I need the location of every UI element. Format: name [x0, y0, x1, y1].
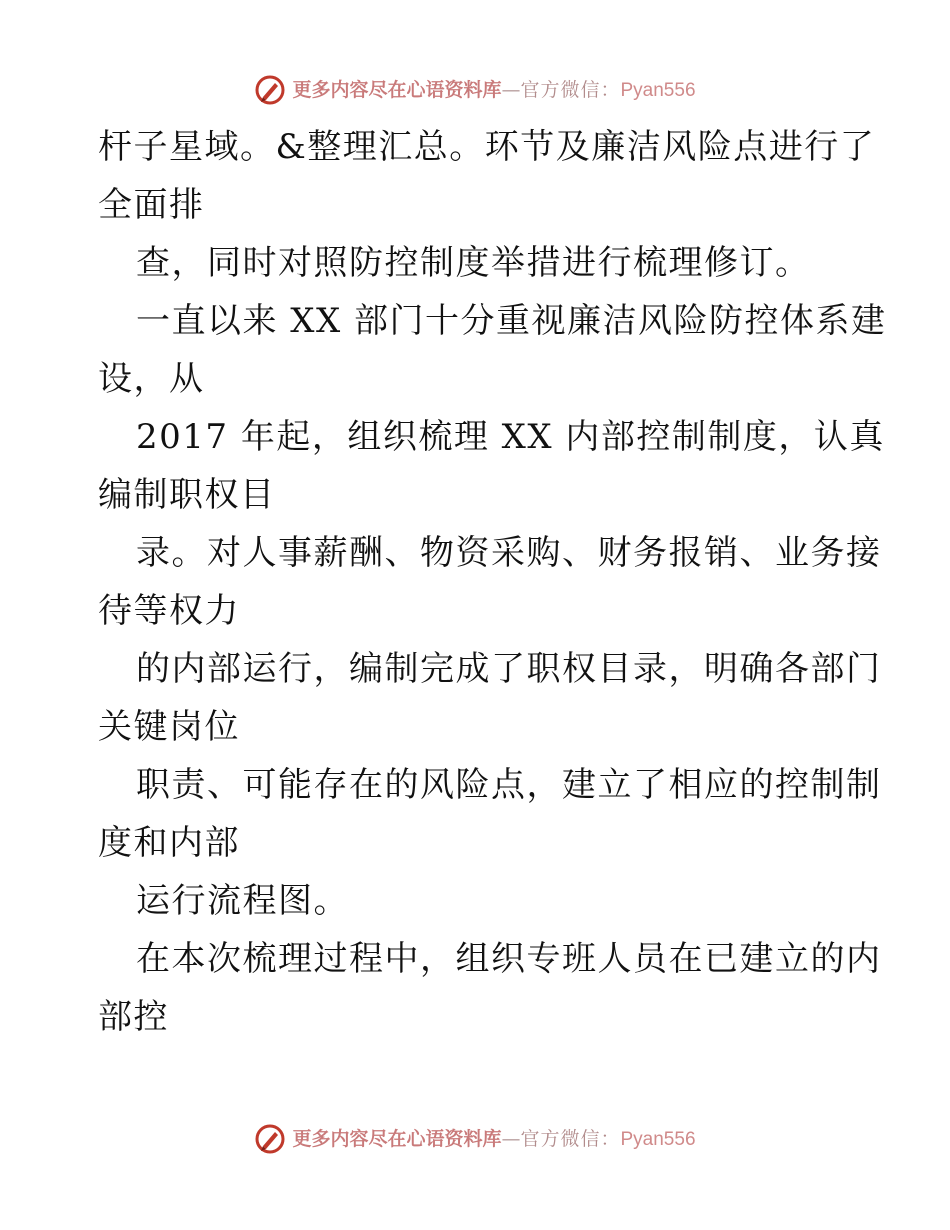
paragraph-line: 部控 [98, 997, 169, 1037]
paragraph-line: 待等权力 [98, 591, 240, 631]
paragraph-line: 运行流程图。 [136, 881, 349, 921]
watermark-label: 官方微信： [520, 78, 621, 101]
watermark-wechat-id: Pyan556 [620, 1128, 696, 1150]
document-body [98, 118, 887, 1046]
paragraph-line: 度和内部 [98, 823, 240, 863]
paragraph-line: 查，同时对照防控制度举措进行梳理修订。 [136, 243, 811, 283]
paragraph-line: 编制职权目 [98, 475, 276, 515]
watermark-text [292, 1127, 696, 1150]
watermark-text [292, 78, 696, 101]
watermark-dash: — [501, 78, 521, 101]
paragraph-line: 在本次梳理过程中，组织专班人员在已建立的内 [136, 939, 882, 979]
header-watermark [0, 70, 950, 110]
watermark-label: 官方微信： [520, 1127, 621, 1150]
watermark-brand: 更多内容尽在心语资料库 [292, 1127, 502, 1150]
paragraph-line: 设，从 [98, 359, 205, 399]
paragraph-line: 全面排 [98, 185, 205, 225]
pen-logo-icon [254, 1123, 286, 1155]
watermark-brand: 更多内容尽在心语资料库 [292, 78, 502, 101]
paragraph-line: 2017 年起，组织梳理 XX 内部控制制度，认真 [136, 417, 885, 457]
watermark-dash: — [501, 1127, 521, 1150]
pen-logo-icon [254, 74, 286, 106]
paragraph-line: 职责、可能存在的风险点，建立了相应的控制制 [136, 765, 882, 805]
paragraph-line: 的内部运行，编制完成了职权目录，明确各部门 [136, 649, 882, 689]
paragraph-line: 一直以来 XX 部门十分重视廉洁风险防控体系建 [136, 301, 887, 341]
watermark-wechat-id: Pyan556 [620, 79, 696, 101]
footer-watermark [0, 1119, 950, 1159]
paragraph-line: 关键岗位 [98, 707, 240, 747]
paragraph-line: 杆子星域。&整理汇总。环节及廉洁风险点进行了 [98, 127, 876, 167]
paragraph-line: 录。对人事薪酬、物资采购、财务报销、业务接 [136, 533, 882, 573]
